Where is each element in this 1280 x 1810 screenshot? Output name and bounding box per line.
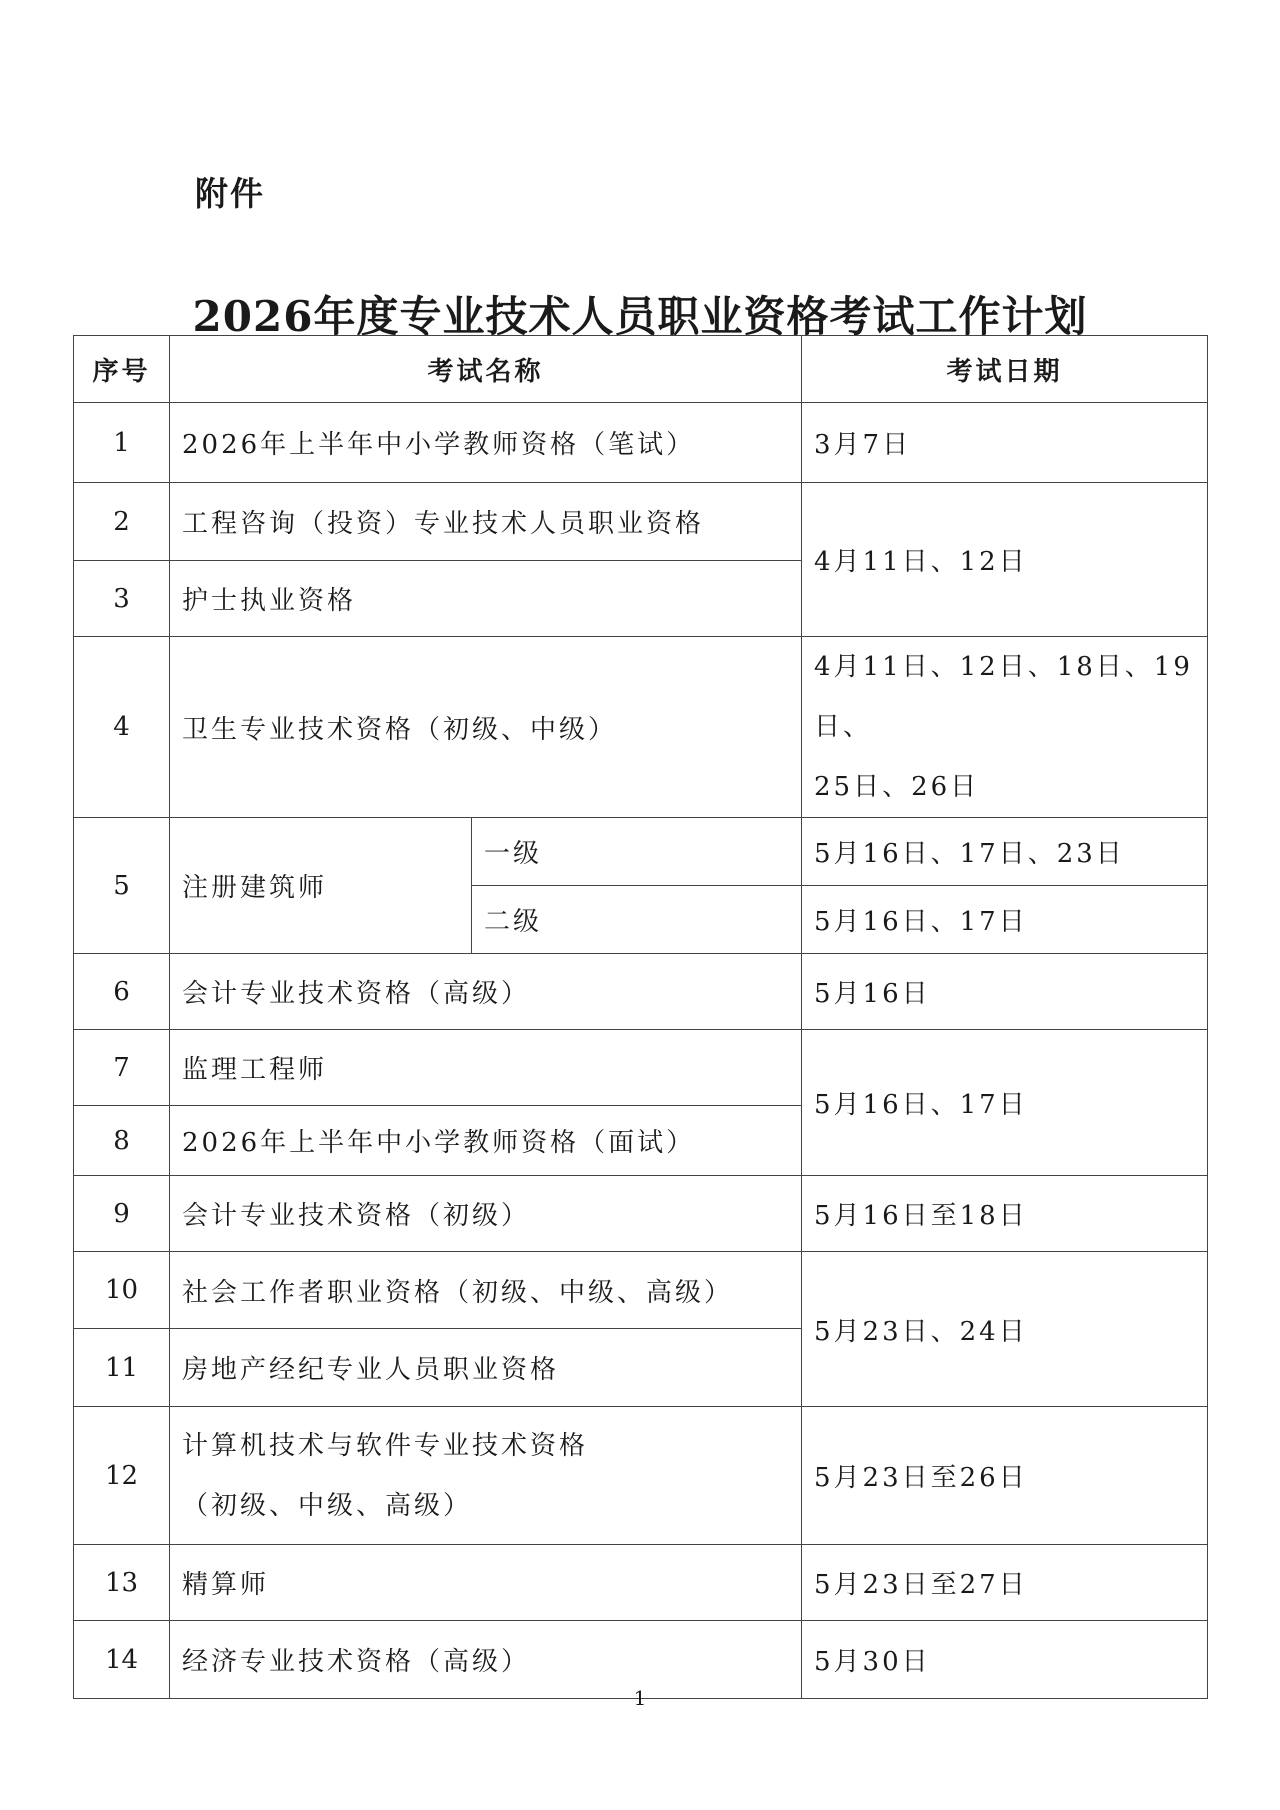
- row-no: 6: [74, 954, 170, 1030]
- row-date: 5月23日至26日: [802, 1407, 1208, 1545]
- row-date: 5月16日、17日: [802, 886, 1208, 954]
- row-no: 9: [74, 1176, 170, 1252]
- row-name: 社会工作者职业资格（初级、中级、高级）: [170, 1252, 802, 1329]
- row-name: 护士执业资格: [170, 561, 802, 637]
- row-name: 监理工程师: [170, 1030, 802, 1106]
- table-row: [74, 1407, 1208, 1545]
- row-name: 工程咨询（投资）专业技术人员职业资格: [170, 483, 802, 561]
- table-header-row: [74, 336, 1208, 403]
- row-sub-level: 一级: [472, 818, 802, 886]
- row-date: 5月23日至27日: [802, 1545, 1208, 1621]
- row-no: 5: [74, 818, 170, 954]
- row-name: 2026年上半年中小学教师资格（面试）: [170, 1106, 802, 1176]
- header-name: 考试名称: [170, 336, 802, 403]
- row-date: 5月16日、17日、23日: [802, 818, 1208, 886]
- row-name: 房地产经纪专业人员职业资格: [170, 1329, 802, 1407]
- row-no: 2: [74, 483, 170, 561]
- row-no: 12: [74, 1407, 170, 1545]
- row-no: 8: [74, 1106, 170, 1176]
- table-row: [74, 818, 1208, 886]
- row-date: 5月30日: [802, 1621, 1208, 1699]
- row-no: 1: [74, 403, 170, 483]
- table-row: [74, 403, 1208, 483]
- row-name: 注册建筑师: [170, 818, 472, 954]
- row-no: 14: [74, 1621, 170, 1699]
- row-name: 2026年上半年中小学教师资格（笔试）: [170, 403, 802, 483]
- row-date-line: 25日、26日: [814, 772, 980, 802]
- table-row: [74, 954, 1208, 1030]
- row-name: [170, 1407, 802, 1545]
- row-no: 11: [74, 1329, 170, 1407]
- row-date: 4月11日、12日: [802, 483, 1208, 637]
- page-number: 1: [633, 1686, 647, 1710]
- row-no: 7: [74, 1030, 170, 1106]
- header-date: 考试日期: [802, 336, 1208, 403]
- table-row: [74, 1176, 1208, 1252]
- table-row: [74, 637, 1208, 818]
- table-row: [74, 1252, 1208, 1329]
- row-date: 5月16日、17日: [802, 1030, 1208, 1176]
- row-no: 4: [74, 637, 170, 818]
- row-no: 10: [74, 1252, 170, 1329]
- table-row: [74, 1030, 1208, 1106]
- table-row: [74, 1545, 1208, 1621]
- attachment-label: 附件: [195, 174, 265, 213]
- row-date: 5月16日至18日: [802, 1176, 1208, 1252]
- row-name-line: 计算机技术与软件专业技术资格: [182, 1430, 589, 1461]
- row-date-line: 4月11日、12日、18日、19日、: [814, 652, 1193, 742]
- header-no: 序号: [74, 336, 170, 403]
- row-name: 卫生专业技术资格（初级、中级）: [170, 637, 802, 818]
- page-title: 2026年度专业技术人员职业资格考试工作计划: [192, 292, 1088, 341]
- exam-schedule-table: [73, 335, 1208, 1699]
- row-name-line: （初级、中级、高级）: [182, 1490, 473, 1521]
- table-row: [74, 483, 1208, 561]
- row-name: 精算师: [170, 1545, 802, 1621]
- row-name: 经济专业技术资格（高级）: [170, 1621, 802, 1699]
- row-date: 5月23日、24日: [802, 1252, 1208, 1407]
- row-name: 会计专业技术资格（初级）: [170, 1176, 802, 1252]
- row-no: 3: [74, 561, 170, 637]
- row-sub-level: 二级: [472, 886, 802, 954]
- row-date: 3月7日: [802, 403, 1208, 483]
- row-no: 13: [74, 1545, 170, 1621]
- row-name: 会计专业技术资格（高级）: [170, 954, 802, 1030]
- row-date: 5月16日: [802, 954, 1208, 1030]
- row-date: [802, 637, 1208, 818]
